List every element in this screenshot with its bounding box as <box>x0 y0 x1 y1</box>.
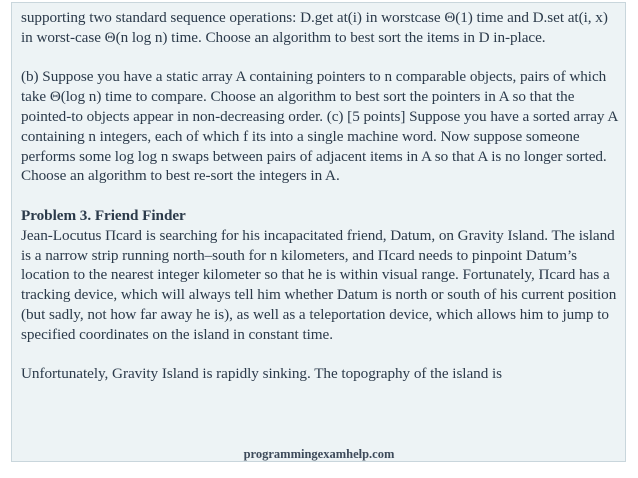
paragraph-sort-sequence: supporting two standard sequence operations: D.get at(i) in worstcase Θ(1) time and D.set at(i, x) in worst-case Θ(n log n) time. Choose an algorithm to best sort the items in D in-place. <box>21 9 608 46</box>
paragraph-gap <box>21 345 621 365</box>
problem-heading: Problem 3. Friend Finder <box>21 206 186 224</box>
paragraph-island-sinking: Unfortunately, Gravity Island is rapidly sinking. The topography of the island is <box>21 365 503 383</box>
paragraph-gap <box>21 48 621 68</box>
footer-website: programmingexamhelp.com <box>243 447 395 461</box>
paragraph-sort-pointers: (b) Suppose you have a static array A containing pointers to n comparable objects, pairs of which take Θ(log n) time to compare. Choose an algorithm to best sort the pointers in A so that the pointed-to objects appear in non-decreasing order. (c) [5 points] Suppose you have a sorted array A containing n integers, each of which f its into a single machine word. Now suppose someone performs some log log n swaps between pairs of adjacent items in A so that A is no longer sorted. Choose an algorithm to best re-sort the integers in A. <box>21 68 618 185</box>
slide-content <box>21 8 621 384</box>
paragraph-gap <box>21 186 621 206</box>
paragraph-friend-finder: Jean-Locutus Πcard is searching for his incapacitated friend, Datum, on Gravity Island. The island is a narrow strip running north–south for n kilometers, and Πcard needs to pinpoint Datum’s location to the nearest integer kilometer so that he is within visual range. Fortunately, Πcard has a tracking device, which will always tell him whether Datum is north or south of his current position (but sadly, not how far away he is), as well as a teleportation device, which allows him to jump to specified coordinates on the island in constant time. <box>21 226 617 343</box>
